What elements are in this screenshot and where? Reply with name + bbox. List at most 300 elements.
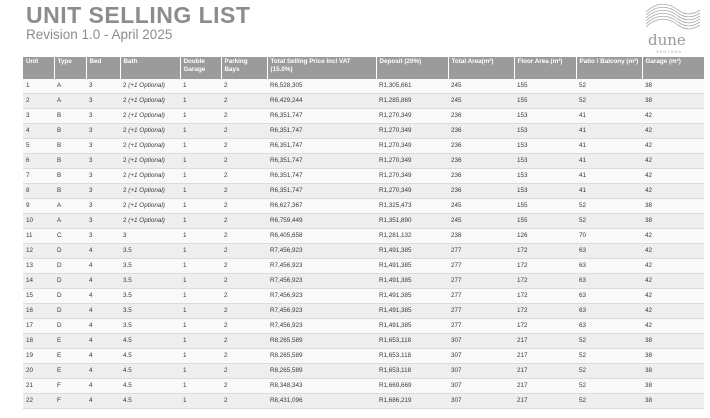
cell-bath [120,169,180,184]
cell-garage: 1 [180,154,221,169]
cell-floor: 217 [514,364,576,379]
cell-price: R6,351,747 [267,124,376,139]
cell-unit: 13 [23,259,54,274]
cell-deposit: R1,270,349 [376,154,448,169]
column-header: Deposit (20%) [376,57,448,79]
cell-total: 307 [448,379,514,394]
cell-gar-area: 42 [642,274,704,289]
cell-bath [120,184,180,199]
cell-deposit: R1,270,349 [376,109,448,124]
column-header: Parking Bays [221,57,267,79]
cell-total: 277 [448,244,514,259]
cell-price: R7,456,923 [267,244,376,259]
table-row [23,244,704,259]
cell-bed: 4 [86,334,120,349]
cell-bed: 3 [86,229,120,244]
cell-floor: 155 [514,79,576,94]
table-row [23,364,704,379]
cell-type: B [54,169,86,184]
cell-garage: 1 [180,139,221,154]
cell-parking: 2 [221,154,267,169]
cell-bath [120,304,180,319]
cell-unit: 18 [23,334,54,349]
cell-floor: 126 [514,229,576,244]
cell-gar-area: 38 [642,199,704,214]
cell-patio: 41 [576,139,642,154]
cell-floor: 153 [514,124,576,139]
cell-bath [120,379,180,394]
logo-subtext: SENTOSA [656,49,683,54]
cell-parking: 2 [221,139,267,154]
cell-deposit: R1,491,385 [376,259,448,274]
cell-gar-area: 42 [642,259,704,274]
cell-type: D [54,319,86,334]
cell-price: R6,429,244 [267,94,376,109]
cell-unit: 6 [23,154,54,169]
cell-unit: 20 [23,364,54,379]
cell-parking: 2 [221,364,267,379]
bath-optional-note: (+1 Optional) [128,217,165,224]
bath-count: 3.5 [123,277,132,284]
cell-bath [120,94,180,109]
bath-count: 3.5 [123,322,132,329]
cell-garage: 1 [180,379,221,394]
cell-type: B [54,154,86,169]
cell-bath [120,244,180,259]
cell-bath [120,349,180,364]
cell-unit: 21 [23,379,54,394]
column-header: Unit [23,57,54,79]
cell-type: D [54,244,86,259]
cell-bath [120,394,180,409]
cell-bed: 4 [86,259,120,274]
cell-parking: 2 [221,214,267,229]
cell-type: F [54,379,86,394]
cell-price: R6,528,305 [267,79,376,94]
cell-gar-area: 42 [642,169,704,184]
bath-count: 2 [123,142,127,149]
cell-deposit: R1,281,132 [376,229,448,244]
bath-count: 2 [123,127,127,134]
cell-garage: 1 [180,214,221,229]
cell-parking: 2 [221,229,267,244]
cell-deposit: R1,653,118 [376,349,448,364]
cell-floor: 172 [514,289,576,304]
cell-deposit: R1,270,349 [376,184,448,199]
cell-price: R6,627,367 [267,199,376,214]
cell-gar-area: 42 [642,289,704,304]
cell-parking: 2 [221,184,267,199]
cell-deposit: R1,270,349 [376,139,448,154]
table-row [23,169,704,184]
cell-garage: 1 [180,334,221,349]
logo-wordmark: dune [648,31,686,49]
cell-type: E [54,349,86,364]
cell-gar-area: 42 [642,154,704,169]
bath-count: 2 [123,112,127,119]
cell-patio: 52 [576,199,642,214]
cell-price: R7,456,923 [267,274,376,289]
cell-patio: 63 [576,259,642,274]
column-header: Total Selling Price Incl VAT (15.0%) [267,57,376,79]
cell-type: D [54,274,86,289]
cell-garage: 1 [180,79,221,94]
cell-unit: 2 [23,94,54,109]
cell-gar-area: 38 [642,379,704,394]
cell-floor: 172 [514,319,576,334]
cell-bed: 4 [86,304,120,319]
cell-bed: 4 [86,289,120,304]
cell-garage: 1 [180,94,221,109]
cell-garage: 1 [180,184,221,199]
bath-optional-note: (+1 Optional) [128,172,165,179]
cell-parking: 2 [221,259,267,274]
column-header: Double Garage [180,57,221,79]
cell-bed: 3 [86,184,120,199]
cell-floor: 153 [514,169,576,184]
cell-unit: 9 [23,199,54,214]
cell-bed: 4 [86,379,120,394]
cell-bed: 3 [86,124,120,139]
cell-garage: 1 [180,109,221,124]
cell-deposit: R1,351,890 [376,214,448,229]
table-row [23,259,704,274]
cell-type: B [54,139,86,154]
cell-deposit: R1,653,118 [376,334,448,349]
bath-count: 2 [123,202,127,209]
cell-gar-area: 42 [642,139,704,154]
cell-floor: 217 [514,394,576,409]
bath-optional-note: (+1 Optional) [128,202,165,209]
cell-garage: 1 [180,394,221,409]
cell-total: 236 [448,154,514,169]
unit-selling-table [23,57,704,409]
cell-patio: 52 [576,394,642,409]
cell-garage: 1 [180,304,221,319]
cell-bath [120,229,180,244]
cell-floor: 155 [514,199,576,214]
cell-bed: 3 [86,214,120,229]
cell-floor: 153 [514,109,576,124]
cell-unit: 8 [23,184,54,199]
column-header: Garage (m²) [642,57,704,79]
cell-gar-area: 38 [642,349,704,364]
table-row [23,139,704,154]
cell-type: A [54,79,86,94]
bath-optional-note: (+1 Optional) [128,97,165,104]
cell-type: D [54,304,86,319]
table-row [23,289,704,304]
cell-type: B [54,109,86,124]
cell-unit: 17 [23,319,54,334]
cell-parking: 2 [221,199,267,214]
cell-bath [120,319,180,334]
cell-patio: 52 [576,94,642,109]
table-row [23,79,704,94]
cell-bath [120,124,180,139]
cell-unit: 5 [23,139,54,154]
cell-parking: 2 [221,394,267,409]
cell-total: 236 [448,184,514,199]
table-row [23,319,704,334]
bath-count: 3 [123,232,127,239]
table-row [23,184,704,199]
cell-price: R8,265,589 [267,364,376,379]
cell-parking: 2 [221,124,267,139]
cell-bed: 4 [86,274,120,289]
cell-garage: 1 [180,229,221,244]
bath-count: 3.5 [123,247,132,254]
cell-type: B [54,184,86,199]
cell-parking: 2 [221,94,267,109]
cell-unit: 4 [23,124,54,139]
cell-total: 277 [448,259,514,274]
cell-bed: 3 [86,169,120,184]
column-header: Bath [120,57,180,79]
cell-unit: 15 [23,289,54,304]
cell-unit: 11 [23,229,54,244]
cell-total: 307 [448,349,514,364]
cell-type: A [54,94,86,109]
cell-bath [120,79,180,94]
cell-bed: 3 [86,79,120,94]
cell-price: R6,351,747 [267,139,376,154]
table-row [23,199,704,214]
cell-gar-area: 38 [642,334,704,349]
cell-bath [120,334,180,349]
bath-count: 2 [123,172,127,179]
cell-gar-area: 38 [642,94,704,109]
table-row [23,349,704,364]
cell-deposit: R1,686,219 [376,394,448,409]
cell-deposit: R1,491,385 [376,319,448,334]
cell-floor: 155 [514,94,576,109]
cell-price: R6,351,747 [267,154,376,169]
cell-bed: 3 [86,199,120,214]
cell-patio: 52 [576,79,642,94]
bath-optional-note: (+1 Optional) [128,82,165,89]
cell-garage: 1 [180,244,221,259]
cell-bath [120,139,180,154]
cell-parking: 2 [221,289,267,304]
cell-price: R8,265,589 [267,334,376,349]
cell-patio: 63 [576,274,642,289]
cell-bed: 3 [86,94,120,109]
cell-floor: 217 [514,334,576,349]
cell-bath [120,199,180,214]
cell-total: 277 [448,274,514,289]
cell-parking: 2 [221,274,267,289]
bath-optional-note: (+1 Optional) [128,112,165,119]
table-row [23,304,704,319]
cell-bed: 3 [86,109,120,124]
cell-floor: 172 [514,304,576,319]
cell-total: 236 [448,139,514,154]
cell-bath [120,274,180,289]
bath-count: 4.5 [123,382,132,389]
cell-total: 238 [448,229,514,244]
cell-floor: 217 [514,379,576,394]
cell-price: R7,456,923 [267,304,376,319]
cell-price: R6,351,747 [267,169,376,184]
bath-count: 2 [123,97,127,104]
cell-parking: 2 [221,319,267,334]
cell-price: R6,351,747 [267,109,376,124]
cell-unit: 16 [23,304,54,319]
column-header: Patio / Balcony (m²) [576,57,642,79]
cell-total: 245 [448,199,514,214]
bath-count: 2 [123,217,127,224]
cell-parking: 2 [221,334,267,349]
cell-unit: 7 [23,169,54,184]
bath-optional-note: (+1 Optional) [128,142,165,149]
cell-garage: 1 [180,169,221,184]
cell-bed: 3 [86,139,120,154]
cell-deposit: R1,653,118 [376,364,448,379]
cell-parking: 2 [221,169,267,184]
cell-patio: 63 [576,289,642,304]
cell-floor: 153 [514,184,576,199]
cell-floor: 172 [514,244,576,259]
cell-type: A [54,199,86,214]
cell-deposit: R1,305,661 [376,79,448,94]
cell-deposit: R1,491,385 [376,289,448,304]
cell-price: R8,265,589 [267,349,376,364]
cell-deposit: R1,491,385 [376,274,448,289]
cell-patio: 63 [576,319,642,334]
cell-deposit: R1,491,385 [376,244,448,259]
cell-patio: 63 [576,244,642,259]
cell-unit: 10 [23,214,54,229]
cell-bath [120,364,180,379]
bath-count: 4.5 [123,367,132,374]
cell-parking: 2 [221,244,267,259]
cell-deposit: R1,325,473 [376,199,448,214]
bath-count: 2 [123,187,127,194]
cell-patio: 41 [576,184,642,199]
cell-gar-area: 42 [642,124,704,139]
cell-type: F [54,394,86,409]
table-row [23,124,704,139]
cell-gar-area: 38 [642,79,704,94]
cell-unit: 14 [23,274,54,289]
cell-total: 277 [448,319,514,334]
cell-deposit: R1,491,385 [376,304,448,319]
cell-deposit: R1,285,869 [376,94,448,109]
cell-unit: 1 [23,79,54,94]
cell-patio: 52 [576,214,642,229]
cell-parking: 2 [221,109,267,124]
table-row [23,94,704,109]
cell-total: 307 [448,364,514,379]
page-title: UNIT SELLING LIST [26,2,251,28]
cell-type: E [54,364,86,379]
cell-floor: 155 [514,214,576,229]
bath-count: 2 [123,82,127,89]
cell-unit: 3 [23,109,54,124]
cell-patio: 52 [576,349,642,364]
cell-price: R6,351,747 [267,184,376,199]
cell-gar-area: 42 [642,319,704,334]
cell-price: R7,456,923 [267,259,376,274]
column-header: Floor Area (m²) [514,57,576,79]
cell-total: 236 [448,169,514,184]
column-header: Type [54,57,86,79]
cell-gar-area: 38 [642,364,704,379]
cell-total: 277 [448,304,514,319]
bath-count: 3.5 [123,292,132,299]
cell-type: A [54,214,86,229]
cell-total: 245 [448,79,514,94]
cell-unit: 12 [23,244,54,259]
cell-gar-area: 42 [642,184,704,199]
cell-garage: 1 [180,274,221,289]
cell-floor: 172 [514,274,576,289]
bath-optional-note: (+1 Optional) [128,127,165,134]
cell-floor: 217 [514,349,576,364]
cell-garage: 1 [180,319,221,334]
cell-bath [120,109,180,124]
cell-patio: 41 [576,154,642,169]
bath-count: 3.5 [123,262,132,269]
column-header: Bed [86,57,120,79]
cell-price: R8,348,343 [267,379,376,394]
cell-gar-area: 38 [642,394,704,409]
cell-bed: 4 [86,394,120,409]
cell-parking: 2 [221,79,267,94]
table-row [23,109,704,124]
cell-gar-area: 42 [642,304,704,319]
cell-parking: 2 [221,379,267,394]
cell-type: D [54,259,86,274]
cell-price: R6,759,449 [267,214,376,229]
cell-type: E [54,334,86,349]
cell-patio: 41 [576,109,642,124]
cell-bath [120,259,180,274]
cell-bath [120,214,180,229]
cell-type: D [54,289,86,304]
cell-bed: 4 [86,244,120,259]
cell-price: R7,456,923 [267,289,376,304]
cell-unit: 22 [23,394,54,409]
cell-deposit: R1,669,669 [376,379,448,394]
bath-optional-note: (+1 Optional) [128,157,165,164]
cell-price: R8,431,096 [267,394,376,409]
table-row [23,229,704,244]
cell-floor: 172 [514,259,576,274]
cell-floor: 153 [514,139,576,154]
cell-patio: 41 [576,169,642,184]
table-row [23,274,704,289]
cell-patio: 52 [576,334,642,349]
cell-garage: 1 [180,124,221,139]
cell-bath [120,289,180,304]
cell-garage: 1 [180,364,221,379]
cell-parking: 2 [221,304,267,319]
bath-count: 4.5 [123,352,132,359]
bath-count: 4.5 [123,337,132,344]
bath-optional-note: (+1 Optional) [128,187,165,194]
table-row [23,154,704,169]
bath-count: 2 [123,157,127,164]
cell-total: 236 [448,109,514,124]
cell-garage: 1 [180,199,221,214]
cell-total: 245 [448,214,514,229]
cell-patio: 52 [576,379,642,394]
cell-garage: 1 [180,349,221,364]
cell-gar-area: 42 [642,229,704,244]
cell-total: 277 [448,289,514,304]
